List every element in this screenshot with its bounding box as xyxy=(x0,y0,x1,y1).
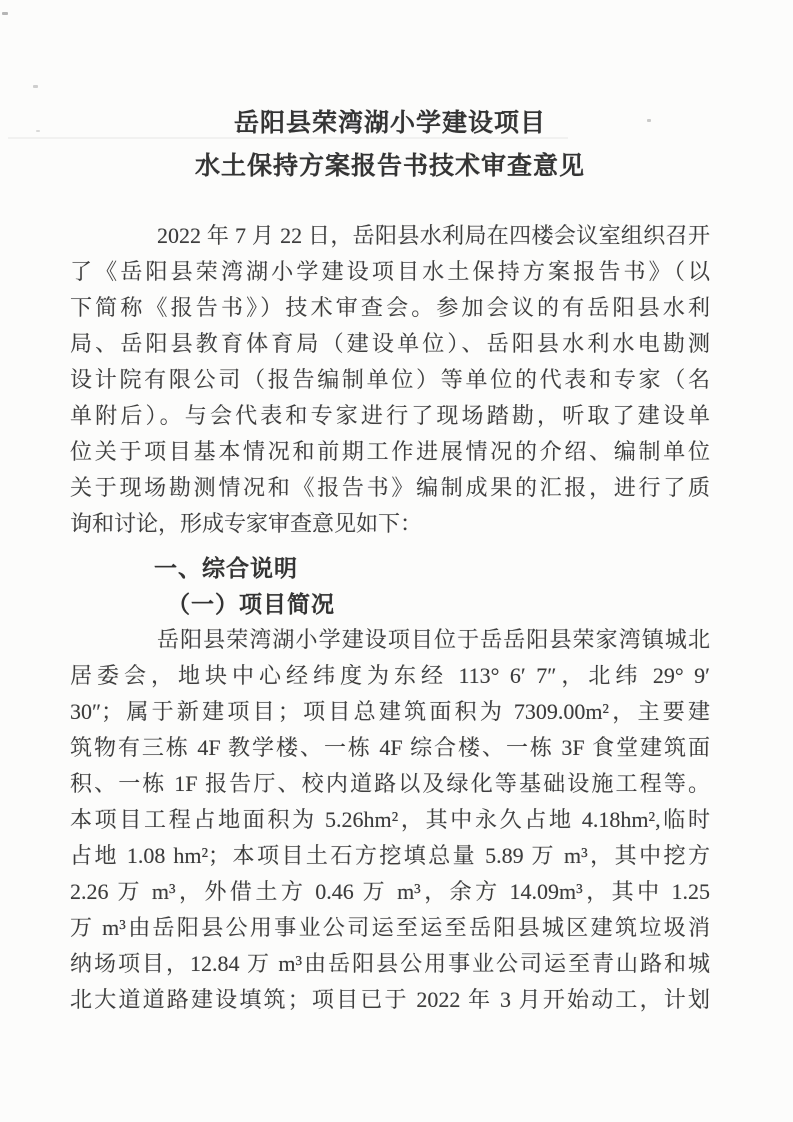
text-line: 居委会，地块中心经纬度为东经 113° 6′ 7″，北纬 29° 9′ xyxy=(70,663,710,688)
text-line: 关于现场勘测情况和《报告书》编制成果的汇报，进行了质 xyxy=(70,475,710,500)
text-line: 积、一栋 1F 报告厅、校内道路以及绿化等基础设施工程等。 xyxy=(70,771,710,796)
document-title-line-1: 岳阳县荣湾湖小学建设项目 xyxy=(233,110,546,137)
text-line: 位关于项目基本情况和前期工作进展情况的介绍、编制单位 xyxy=(70,439,710,464)
document-title xyxy=(70,102,710,188)
text-line: 下简称《报告书》）技术审查会。参加会议的有岳阳县水利 xyxy=(70,295,710,320)
scan-artifact-speck xyxy=(2,12,8,15)
text-line: 纳场项目，12.84 万 m³由岳阳县公用事业公司运至青山路和城 xyxy=(70,951,710,976)
text-line: 设计院有限公司（报告编制单位）等单位的代表和专家（名 xyxy=(70,367,710,392)
text-line: 单附后）。与会代表和专家进行了现场踏勘，听取了建设单 xyxy=(70,403,710,428)
project-overview-paragraph xyxy=(70,622,710,1018)
text-line: 2.26 万 m³，外借土方 0.46 万 m³，余方 14.09m³，其中 1.25 xyxy=(70,879,711,904)
text-line: 询和讨论，形成专家审查意见如下： xyxy=(70,511,423,536)
scan-artifact-streak xyxy=(8,137,568,139)
subsection-heading-project-brief: （一）项目简况 xyxy=(167,591,335,617)
text-line: 占地 1.08 hm²；本项目土石方挖填总量 5.89 万 m³，其中挖方 xyxy=(70,843,710,868)
text-line: 2022 年 7 月 22 日，岳阳县水利局在四楼会议室组织召开 xyxy=(157,223,710,248)
scan-artifact-speck xyxy=(33,85,38,88)
intro-paragraph xyxy=(70,218,710,542)
document-title-line-2: 水土保持方案报告书技术审查意见 xyxy=(194,153,585,180)
text-line: 岳阳县荣湾湖小学建设项目位于岳岳阳县荣家湾镇城北 xyxy=(157,627,710,652)
text-line: 了《岳阳县荣湾湖小学建设项目水土保持方案报告书》（以 xyxy=(70,259,710,284)
text-line: 局、岳阳县教育体育局（建设单位）、岳阳县水利水电勘测 xyxy=(70,331,710,356)
scan-artifact-speck xyxy=(647,119,651,122)
text-line: 万 m³由岳阳县公用事业公司运至运至岳阳县城区建筑垃圾消 xyxy=(70,915,710,940)
scan-artifact-speck xyxy=(36,130,40,132)
document-body xyxy=(70,218,710,1018)
text-line: 北大道道路建设填筑；项目已于 2022 年 3 月开始动工，计划 xyxy=(70,987,710,1012)
text-line: 本项目工程占地面积为 5.26hm²，其中永久占地 4.18hm²,临时 xyxy=(70,807,710,832)
section-heading-general-description: 一、综合说明 xyxy=(154,555,298,581)
text-line: 30″；属于新建项目；项目总建筑面积为 7309.00m²，主要建 xyxy=(70,699,710,724)
text-line: 筑物有三栋 4F 教学楼、一栋 4F 综合楼、一栋 3F 食堂建筑面 xyxy=(70,735,710,760)
